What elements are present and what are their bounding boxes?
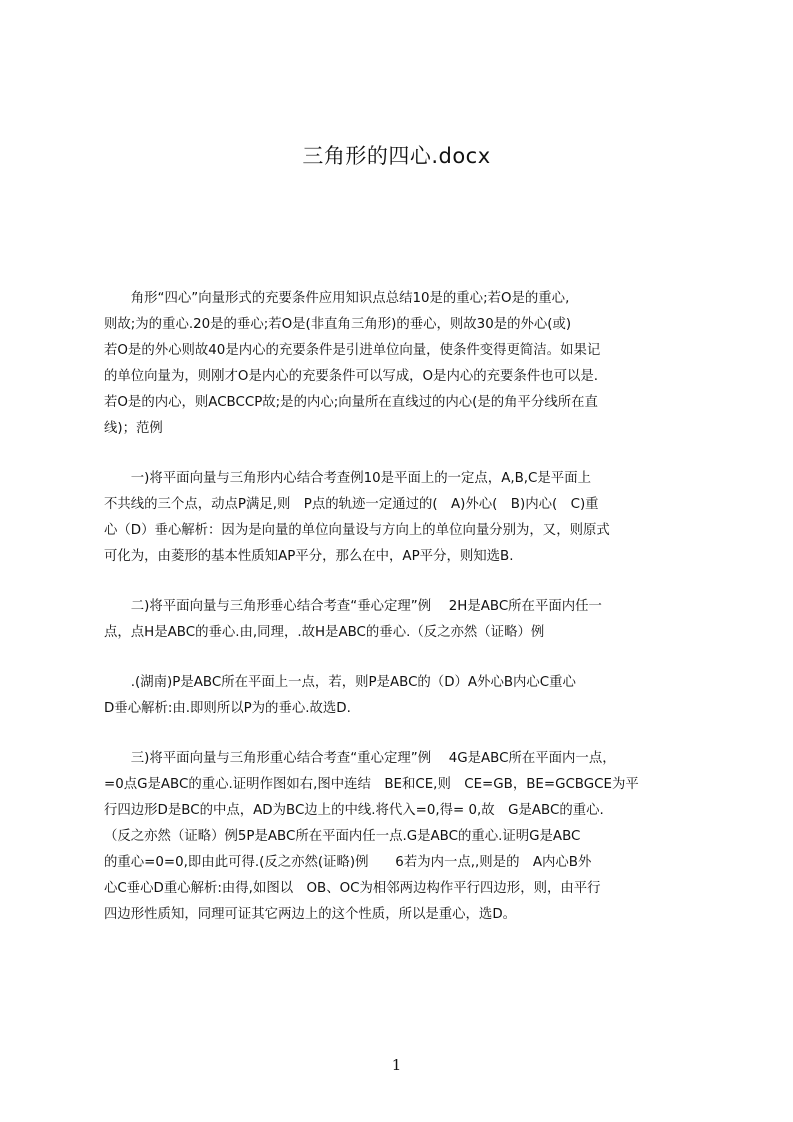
paragraph-line: （反之亦然（证略）例5P是ABC所在平面内任一点.G是ABC的重心.证明G是ABC <box>104 829 581 844</box>
paragraph-centroid <box>104 746 697 928</box>
paragraph-line: 行四边形D是BC的中点，AD为BC边上的中线.将代入=0,得= 0,故 G是ABC的重心. <box>104 803 604 818</box>
paragraph-line: .(湖南)P是ABC所在平面上一点，若，则P是ABC的（D）A外心B内心C重心 <box>104 675 576 690</box>
paragraph-line: 线)；范例 <box>104 421 163 436</box>
paragraph-line: 一)将平面向量与三角形内心结合考查例10是平面上的一定点，A,B,C是平面上 <box>104 471 591 486</box>
paragraph-spacer <box>104 646 697 670</box>
paragraph-line: 的重心=0=0,即由此可得.(反之亦然(证略)例 6若为内一点,,则是的 A内心B外 <box>104 855 592 870</box>
paragraph-line: 不共线的三个点，动点P满足,则 P点的轨迹一定通过的( A)外心( B)内心( C)重 <box>104 497 599 512</box>
paragraph-intro <box>104 286 697 442</box>
paragraph-spacer <box>104 442 697 466</box>
paragraph-incenter <box>104 466 697 570</box>
page-number: 1 <box>391 1056 402 1074</box>
paragraph-line: 的单位向量为，则刚才O是内心的充要条件可以写成，O是内心的充要条件也可以是. <box>104 369 599 384</box>
document-title: 三角形的四心.docx <box>302 144 491 168</box>
paragraph-orthocenter <box>104 594 697 646</box>
paragraph-spacer <box>104 722 697 746</box>
paragraph-line: 角形“四心”向量形式的充要条件应用知识点总结10是的重心;若O是的重心, <box>104 291 570 306</box>
document-body <box>104 286 697 928</box>
paragraph-line: 点，点H是ABC的垂心.由,同理，.故H是ABC的垂心.（反之亦然（证略）例 <box>104 625 545 640</box>
paragraph-line: 可化为，由菱形的基本性质知AP平分，那么在中，AP平分，则知选B. <box>104 549 514 564</box>
paragraph-line: 心（D）垂心解析：因为是向量的单位向量设与方向上的单位向量分别为，又，则原式 <box>104 523 610 538</box>
paragraph-line: 二)将平面向量与三角形垂心结合考查“垂心定理”例 2H是ABC所在平面内任一 <box>104 599 602 614</box>
paragraph-line: =0点G是ABC的重心.证明作图如右,图中连结 BE和CE,则 CE=GB，BE=GCBGCE为平 <box>104 777 639 792</box>
paragraph-line: 若O是的外心则故40是内心的充要条件是引进单位向量，使条件变得更简洁。如果记 <box>104 343 601 358</box>
paragraph-spacer <box>104 570 697 594</box>
paragraph-line: 四边形性质知，同理可证其它两边上的这个性质，所以是重心，选D。 <box>104 907 517 922</box>
paragraph-line: 心C垂心D重心解析:由得,如图以 OB、OC为相邻两边构作平行四边形，则，由平行 <box>104 881 601 896</box>
paragraph-line: 则故;为的重心.20是的垂心;若O是(非直角三角形)的垂心，则故30是的外心(或) <box>104 317 572 332</box>
paragraph-line: D垂心解析:由.即则所以P为的垂心.故选D. <box>104 701 351 716</box>
paragraph-hunan-example <box>104 670 697 722</box>
paragraph-line: 若O是的内心，则ACBCCP故;是的内心;向量所在直线过的内心(是的角平分线所在直 <box>104 395 598 410</box>
paragraph-line: 三)将平面向量与三角形重心结合考查“重心定理”例 4G是ABC所在平面内一点， <box>104 751 616 766</box>
